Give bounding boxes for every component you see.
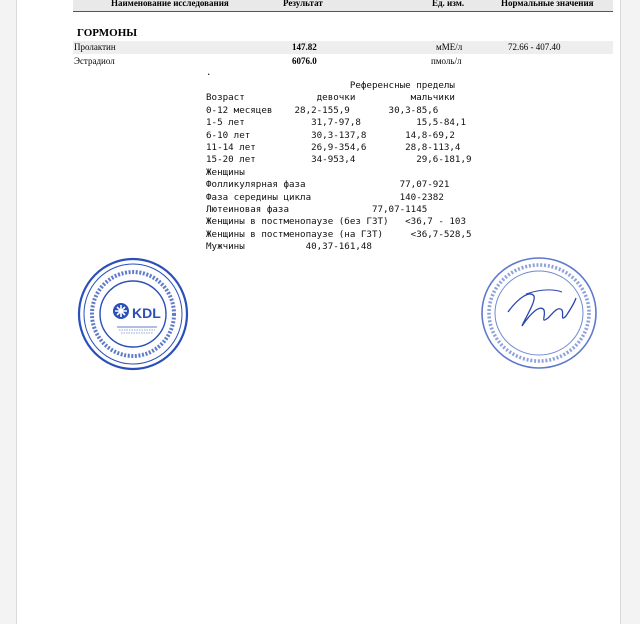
reference-line: 15-20 лет 34-953,4 29,6-181,9 [206,154,472,166]
kdl-laboratory-stamp [75,255,191,373]
reference-line: Референсные пределы [206,80,455,91]
header-norm: Нормальные значения [501,0,594,8]
reference-line: Фолликулярная фаза 77,07-921 [206,179,450,191]
result-unit: пмоль/л [431,56,462,66]
document-page [17,0,620,624]
reference-ranges-block [206,80,472,254]
result-unit: мМЕ/л [436,42,463,52]
header-unit: Ед. изм. [432,0,465,8]
doctor-signature-stamp [478,254,600,372]
reference-line: Женщины в постменопаузе (без ГЗТ) <36,7 - 103 [206,216,466,228]
stray-dot: . [206,68,212,78]
left-viewer-margin [0,0,17,624]
result-value: 6076.0 [292,56,317,66]
signature-icon [508,294,576,326]
result-row-prolactin [73,41,613,54]
header-result: Результат [283,0,323,8]
reference-line: 0-12 месяцев 28,2-155,9 30,3-85,6 [206,104,439,116]
reference-line: 6-10 лет 30,3-137,8 14,8-69,2 [206,129,455,141]
reference-line: 1-5 лет 31,7-97,8 15,5-84,1 [206,117,466,129]
result-name: Эстрадиол [74,56,115,66]
results-table-header [73,0,613,12]
reference-line: Женщины [206,166,245,178]
right-viewer-margin [620,0,640,624]
reference-line: Лютеиновая фаза 77,07-1145 [206,204,428,216]
reference-line: 11-14 лет 26,9-354,6 28,8-113,4 [206,142,461,154]
header-test-name: Наименование исследования [111,0,229,8]
reference-line: Возраст девочки мальчики [206,92,455,104]
result-name: Пролактин [74,42,116,52]
reference-line: Мужчины 40,37-161,48 [206,241,372,253]
result-norm: 72.66 - 407.40 [508,42,561,52]
reference-line: Женщины в постменопаузе (на ГЗТ) <36,7-528,5 [206,228,472,240]
kdl-logo-text: KDL [132,305,161,321]
kdl-logo-icon [113,303,129,319]
result-value: 147.82 [292,42,317,52]
result-row-estradiol [73,55,613,68]
reference-line: Фаза середины цикла 140-2382 [206,191,444,203]
section-title: ГОРМОНЫ [77,27,138,39]
